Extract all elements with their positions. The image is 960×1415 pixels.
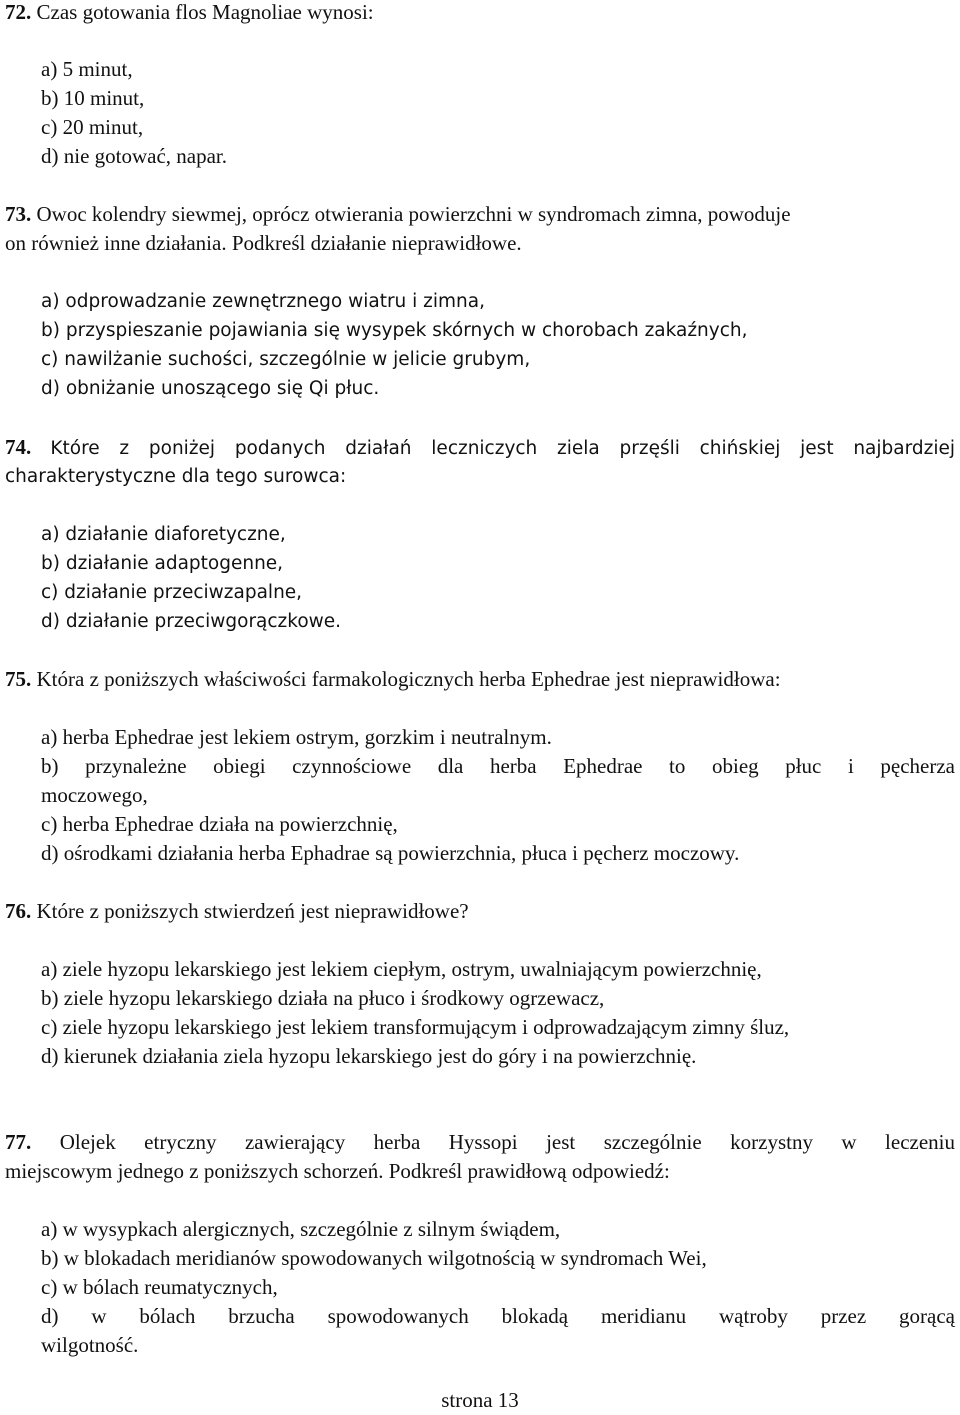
question-number: 77.	[5, 1130, 32, 1154]
option-a: a) działanie diaforetyczne,	[41, 524, 286, 545]
option-c: c) 20 minut,	[41, 115, 144, 139]
option-d: d) działanie przeciwgorączkowe.	[41, 611, 342, 632]
question-text-line-1: Olejek etryczny zawierający herba Hyssopi jest szczególnie korzystny w leczeniu	[59, 1130, 956, 1154]
question-74	[5, 433, 955, 463]
question-text: Które z poniższych stwierdzeń jest nieprawidłowe?	[36, 899, 469, 923]
question-text-line-2: on również inne działania. Podkreśl działanie nieprawidłowe.	[5, 231, 522, 255]
option-d: d) ośrodkami działania herba Ephadrae są powierzchnia, płuca i pęcherz moczowy.	[41, 841, 740, 865]
question-75	[5, 665, 781, 694]
option-d: d) obniżanie unoszącego się Qi płuc.	[41, 378, 380, 399]
question-number: 75.	[5, 667, 32, 691]
option-c: c) nawilżanie suchości, szczególnie w jelicie grubym,	[41, 349, 531, 370]
question-73	[5, 200, 791, 229]
question-number: 74.	[5, 435, 32, 459]
question-text-line-2: charakterystyczne dla tego surowca:	[5, 466, 347, 487]
question-number: 72.	[5, 0, 32, 24]
option-c: c) herba Ephedrae działa na powierzchnię,	[41, 812, 398, 836]
option-b-continuation: moczowego,	[41, 783, 148, 807]
question-text-line-2: miejscowym jednego z poniższych schorzeń. Podkreśl prawidłową odpowiedź:	[5, 1159, 670, 1183]
question-72	[5, 0, 374, 27]
option-d: d) w bólach brzucha spowodowanych blokadą meridianu wątroby przez gorącą	[41, 1304, 955, 1328]
question-number: 76.	[5, 899, 32, 923]
question-77	[5, 1128, 955, 1157]
option-d: d) nie gotować, napar.	[41, 144, 228, 168]
option-c: c) ziele hyzopu lekarskiego jest lekiem transformującym i odprowadzającym zimny śluz,	[41, 1015, 790, 1039]
page-number: strona 13	[441, 1388, 519, 1412]
option-c: c) w bólach reumatycznych,	[41, 1275, 278, 1299]
option-a: a) odprowadzanie zewnętrznego wiatru i zimna,	[41, 291, 485, 312]
option-b: b) przynależne obiegi czynnościowe dla herba Ephedrae to obieg płuc i pęcherza	[41, 754, 955, 778]
option-d: d) kierunek działania ziela hyzopu lekarskiego jest do góry i na powierzchnię.	[41, 1044, 697, 1068]
option-b: b) działanie adaptogenne,	[41, 553, 284, 574]
option-b: b) w blokadach meridianów spowodowanych wilgotnością w syndromach Wei,	[41, 1246, 707, 1270]
question-text-line-1: Owoc kolendry siewmej, oprócz otwierania powierzchni w syndromach zimna, powoduje	[36, 202, 791, 226]
question-number: 73.	[5, 202, 32, 226]
option-a: a) herba Ephedrae jest lekiem ostrym, gorzkim i neutralnym.	[41, 725, 552, 749]
option-d-continuation: wilgotność.	[41, 1333, 139, 1357]
option-b: b) ziele hyzopu lekarskiego działa na płuco i środkowy ogrzewacz,	[41, 986, 605, 1010]
question-text: Która z poniższych właściwości farmakologicznych herba Ephedrae jest nieprawidłowa:	[36, 667, 781, 691]
question-76	[5, 897, 469, 926]
option-a: a) w wysypkach alergicznych, szczególnie z silnym świądem,	[41, 1217, 561, 1241]
question-text-line-1: Które z poniżej podanych działań leczniczych ziela przęśli chińskiej jest najbardziej	[50, 438, 956, 459]
option-b: b) 10 minut,	[41, 86, 145, 110]
option-b: b) przyspieszanie pojawiania się wysypek skórnych w chorobach zakaźnych,	[41, 320, 748, 341]
question-text: Czas gotowania flos Magnoliae wynosi:	[36, 0, 374, 24]
option-a: a) ziele hyzopu lekarskiego jest lekiem ciepłym, ostrym, uwalniającym powierzchnię,	[41, 957, 762, 981]
option-c: c) działanie przeciwzapalne,	[41, 582, 303, 603]
option-a: a) 5 minut,	[41, 57, 133, 81]
